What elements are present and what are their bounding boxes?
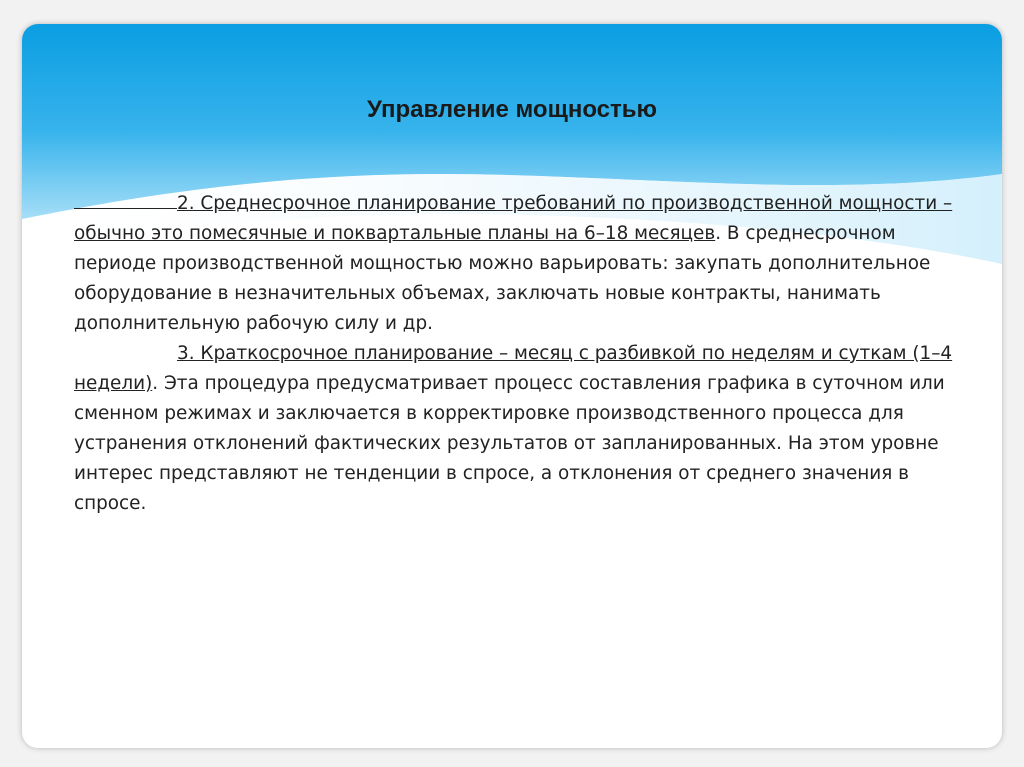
paragraph-2-underlined: 3. Краткосрочное планирование – месяц с разбивкой по неделям и суткам (1–4 недели) (74, 343, 953, 394)
indent-line (74, 187, 177, 209)
paragraph-1-text: . В среднесрочном периоде производственной мощностью можно варьировать: закупать дополнительное оборудование в незначительных объемах, заключать новые контракты, нанимать дополнительную рабочую силу и др. (74, 223, 931, 334)
paragraph-2-text: . Эта процедура предусматривает процесс составления графика в суточном или сменном режимах и заключается в корректировке производственного процесса для устранения отклонений фактических результатов от запланированных. На этом уровне интерес представляют не тенденции в спросе, а отклонения от среднего значения в спросе. (74, 373, 945, 514)
slide (22, 24, 1002, 748)
paragraph-1-underlined: 2. Среднесрочное планирование требований по производственной мощности – обычно это помесячные и поквартальные планы на 6–18 месяцев (74, 193, 953, 244)
paragraph-short-term (74, 339, 974, 519)
slide-title: Управление мощностью (366, 96, 658, 123)
paragraph-medium-term (74, 187, 974, 339)
slide-body (74, 187, 974, 519)
